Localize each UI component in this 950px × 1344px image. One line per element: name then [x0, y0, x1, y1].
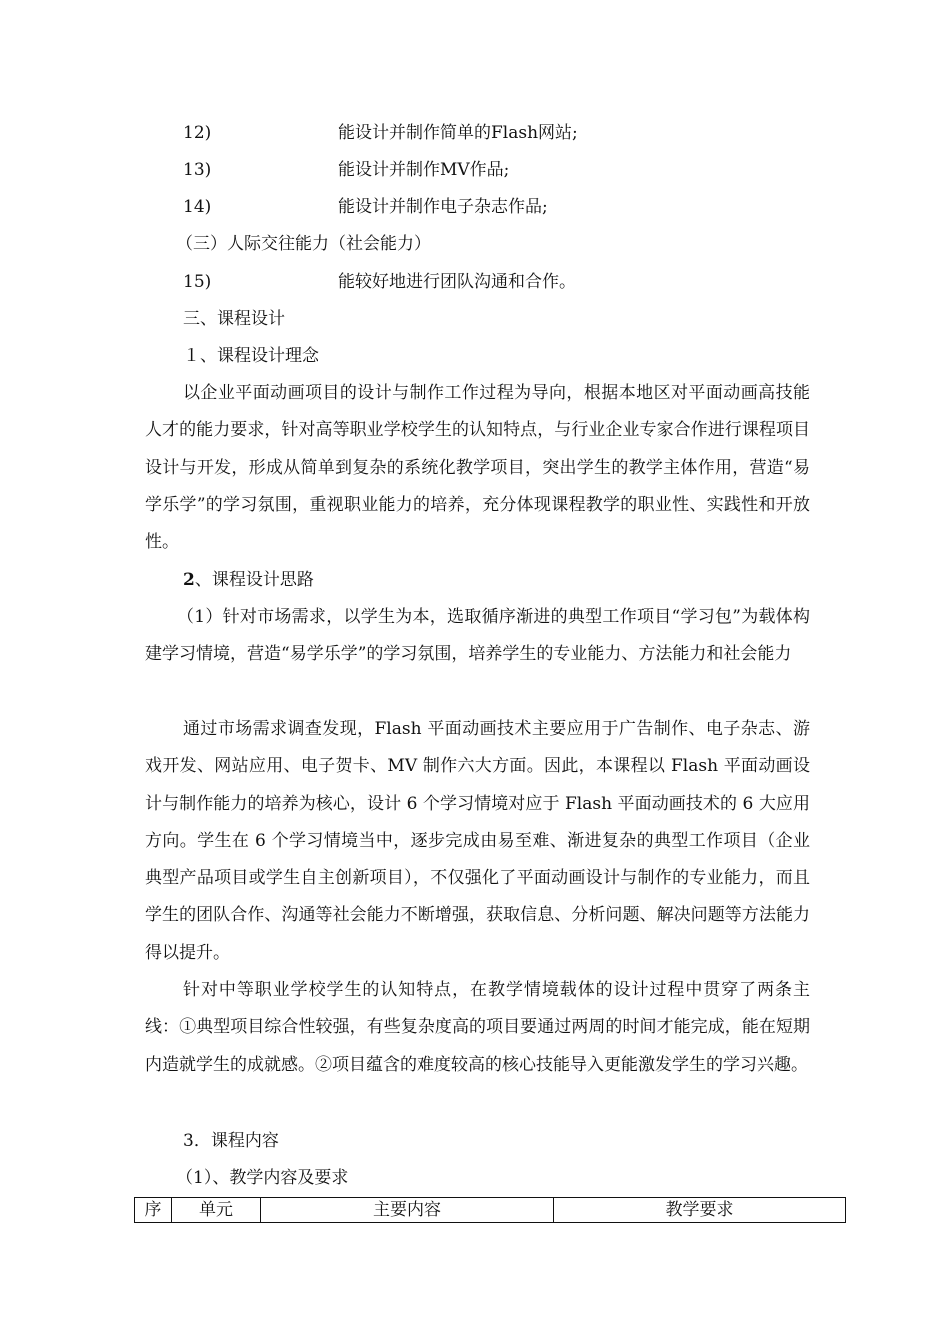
- heading-course-content: 3．课程内容: [183, 1131, 279, 1151]
- table-header-content: 主要内容: [261, 1198, 554, 1223]
- paragraph-approach-1-text: （1）针对市场需求，以学生为本，选取循序渐进的典型工作项目“学习包”为载体构建学习情境，营造“易学乐学”的学习氛围，培养学生的专业能力、方法能力和社会能力: [145, 607, 810, 665]
- list-num-13: 13): [183, 160, 212, 180]
- paragraph-main-lines: [145, 972, 810, 1084]
- table-header-row: [135, 1198, 846, 1223]
- table-header-unit: 单元: [172, 1198, 261, 1223]
- list-num-15: 15): [183, 272, 212, 292]
- section-social-heading: （三）人际交往能力（社会能力）: [176, 234, 431, 254]
- paragraph-design-concept: [145, 375, 810, 561]
- table-header-seq: 序: [135, 1198, 172, 1223]
- teaching-content-table: [134, 1197, 846, 1223]
- list-text-15: 能较好地进行团队沟通和合作。: [338, 272, 576, 292]
- list-num-12: 12): [183, 123, 212, 143]
- paragraph-market-survey-text: 通过市场需求调查发现，Flash 平面动画技术主要应用于广告制作、电子杂志、游戏开发、网站应用、电子贺卡、MV 制作六大方面。因此，本课程以 Flash 平面动画设计与制作能力的培养为核心，设计 6 个学习情境对应于 Flash 平面动画技术的 6 大应用方向。学生在 6 个学习情境当中，逐步完成由易至难、渐进复杂的典型工作项目（企业典型产品项目或学生自主创新项目），不仅强化了平面动画设计与制作的专业能力，而且学生的团队合作、沟通等社会能力不断增强，获取信息、分析问题、解决问题等方法能力得以提升。: [145, 719, 810, 963]
- list-text-12: 能设计并制作简单的Flash网站;: [338, 123, 578, 143]
- heading-teaching-content: （1）、教学内容及要求: [176, 1168, 349, 1188]
- list-text-13: 能设计并制作MV作品;: [338, 160, 510, 180]
- heading-design-approach-num: 2: [183, 570, 195, 590]
- paragraph-approach-1: [145, 599, 810, 674]
- table-header-requirements: 教学要求: [554, 1198, 846, 1223]
- paragraph-market-survey: [145, 711, 810, 972]
- list-num-14: 14): [183, 197, 212, 217]
- heading-design-approach-text: 、课程设计思路: [194, 570, 314, 590]
- paragraph-design-concept-text: 以企业平面动画项目的设计与制作工作过程为导向，根据本地区对平面动画高技能人才的能力要求，针对高等职业学校学生的认知特点，与行业企业专家合作进行课程项目设计与开发，形成从简单到复杂的系统化教学项目，突出学生的教学主体作用，营造“易学乐学”的学习氛围，重视职业能力的培养，充分体现课程教学的职业性、实践性和开放性。: [145, 383, 810, 553]
- heading-design-approach: [183, 568, 314, 592]
- paragraph-main-lines-text: 针对中等职业学校学生的认知特点，在教学情境载体的设计过程中贯穿了两条主线：①典型项目综合性较强，有些复杂度高的项目要通过两周的时间才能完成，能在短期内造就学生的成就感。②项目蕴含的难度较高的核心技能导入更能激发学生的学习兴趣。: [145, 980, 810, 1075]
- heading-course-design: 三、课程设计: [183, 309, 285, 329]
- list-text-14: 能设计并制作电子杂志作品;: [338, 197, 548, 217]
- heading-design-concept: １、课程设计理念: [183, 346, 319, 366]
